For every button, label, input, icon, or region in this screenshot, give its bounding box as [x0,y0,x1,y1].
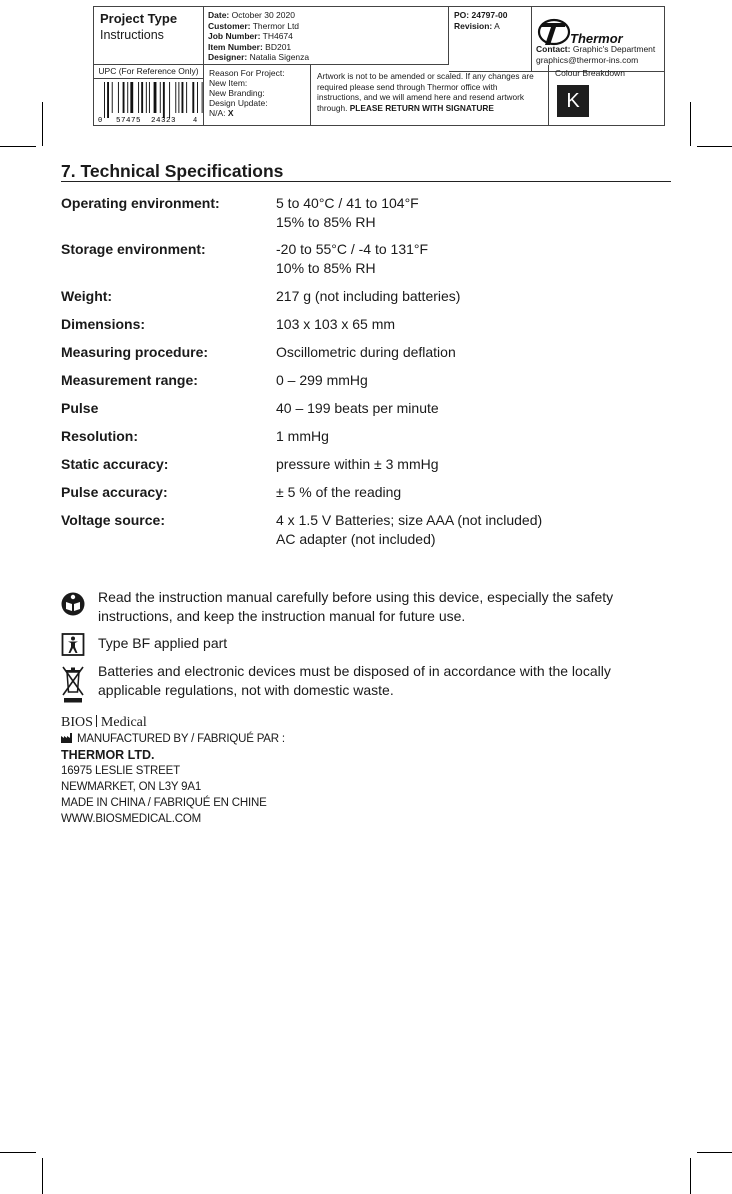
spec-value [276,287,460,306]
crop-mark [0,146,36,147]
barcode-bar [197,82,198,113]
spec-label: Measuring procedure: [61,344,209,360]
barcode-bar [138,82,139,113]
address-line: MADE IN CHINA / FABRIQUÉ EN CHINE [61,797,267,809]
project-type-label: Project Type [100,11,178,26]
address-line: WWW.BIOSMEDICAL.COM [61,813,201,825]
spec-label: Static accuracy: [61,456,169,472]
revision-value: A [494,20,500,31]
reason-na-label: N/A: [209,108,226,118]
colour-breakdown-cell [549,65,664,125]
barcode-bar [112,82,113,113]
crop-mark [690,102,691,146]
spec-label: Dimensions: [61,316,146,332]
barcode-bar [118,82,119,113]
spec-value [276,483,401,502]
spec-value [276,343,456,362]
section-title: 7. Technical Specifications [61,160,671,182]
note-text: Type BF applied part [98,635,228,651]
job-info-cell [204,7,449,65]
spec-line: 15% to 85% RH [276,214,376,230]
spec-line: 0 – 299 mmHg [276,372,368,388]
spec-value [276,240,428,278]
barcode-bar [149,82,150,113]
crop-mark [690,1158,691,1194]
spec-value [276,371,368,390]
note-text: Read the instruction manual carefully before using this device, especially the safety instructions, and keep the instruction manual for future use. [98,589,614,624]
thermor-logo [536,12,662,48]
designer-label: Designer: [208,52,248,62]
upc-digit-last: 4 [193,117,198,125]
spec-line: Oscillometric during deflation [276,344,456,360]
spec-label: Resolution: [61,428,138,444]
company-name: THERMOR LTD. [61,748,155,762]
project-type-cell [94,7,204,65]
spec-value [276,511,542,549]
barcode-bar [107,82,109,118]
spec-line: 10% to 85% RH [276,260,376,276]
weee-crossed-bin-icon [61,664,85,704]
barcode-bar [178,82,179,113]
reason-na-value: X [227,108,234,118]
job-number-label: Job Number: [208,31,261,41]
barcode-bar [175,82,176,113]
po-value: 24797-00 [471,10,508,20]
reason-new-branding: New Branding: [209,88,265,98]
crop-mark [42,102,43,146]
artwork-note: Artwork is not to be amended or scaled. If any changes are required please send through Thermor office with instructions, and we will amend here and resend artwork through. [317,71,534,113]
brand-name: Thermor [570,31,623,46]
date-label: Date: [208,10,230,20]
po-label: PO: [454,10,470,20]
manufactured-by-line [61,731,285,747]
reason-title: Reason For Project: [209,68,285,78]
spec-line: 1 mmHg [276,428,329,444]
item-number-value: BD201 [265,41,292,52]
spec-line: -20 to 55°C / -4 to 131°F [276,241,429,257]
upc-digits-left: 57475 [116,117,142,125]
artwork-emphasis: PLEASE RETURN WITH SIGNATURE [349,102,494,113]
barcode-bar [182,82,184,113]
barcode-bar [169,82,170,118]
contact-email: graphics@thermor-ins.com [536,55,639,65]
bios-medical-logo [61,714,285,731]
spec-line: ± 5 % of the reading [276,484,402,500]
upc-digits-right: 24323 [151,117,177,125]
item-number-label: Item Number: [208,41,263,52]
spec-line: 217 g (not including batteries) [276,288,461,304]
artwork-note-cell [311,65,549,125]
thermor-logo-cell [532,7,664,72]
barcode-bar [186,82,187,113]
project-type-value: Instructions [100,28,164,42]
spec-value [276,399,439,418]
barcode-bar [202,82,203,113]
manufactured-by: MANUFACTURED BY / FABRIQUÉ PAR : [77,733,285,745]
spec-line: 4 x 1.5 V Batteries; size AAA (not included) [276,512,543,528]
crop-mark [42,1158,43,1194]
note-text: Batteries and electronic devices must be disposed of in accordance with the locally applicable regulations, not with domestic waste. [98,663,611,698]
barcode-bar [163,82,165,118]
address-line: NEWMARKET, ON L3Y 9A1 [61,781,202,793]
spec-label: Voltage source: [61,512,165,528]
type-bf-applied-part-icon [61,630,85,660]
upc-digit-first: 0 [98,117,103,125]
spec-line: 40 – 199 beats per minute [276,400,439,416]
spec-value [276,455,439,474]
crop-mark [697,1152,732,1153]
barcode-bar [141,82,143,113]
upc-cell [94,65,204,125]
spec-label: Pulse accuracy: [61,484,168,500]
reason-for-project-cell [204,65,311,125]
colour-swatch-black: K [557,85,589,117]
barcode-bar [130,82,133,113]
upc-barcode [94,79,204,125]
spec-value [276,315,395,334]
spec-line: pressure within ± 3 mmHg [276,456,439,472]
contact-label: Contact: [536,44,571,54]
customer-value: Thermor Ltd [252,20,300,31]
po-cell [449,7,532,72]
spec-line: 5 to 40°C / 41 to 104°F [276,195,419,211]
spec-label: Pulse [61,400,99,416]
spec-label: Weight: [61,288,113,304]
barcode-bar [104,82,105,118]
reason-design-update: Design Update: [209,98,268,108]
colour-label: Colour Breakdown [555,68,625,78]
designer-value: Natalia Sigenza [249,52,310,62]
barcode-bar [127,82,128,113]
spec-value [276,194,419,232]
spec-label: Measurement range: [61,372,198,388]
job-number-value: TH4674 [262,31,293,41]
contact-value: Graphic's Department [572,44,656,54]
barcode-bar [123,82,125,113]
brand-left: BIOS [61,715,93,730]
crop-mark [697,146,732,147]
address-line: 16975 LESLIE STREET [61,765,180,777]
customer-label: Customer: [208,20,251,31]
manufacturer-factory-icon [61,733,74,743]
barcode-bar [146,82,147,113]
spec-label: Storage environment: [61,241,206,257]
read-manual-icon [61,590,85,620]
spec-line: 103 x 103 x 65 mm [276,316,396,332]
barcode-bar [192,82,194,113]
spec-value [276,427,329,446]
spec-label: Operating environment: [61,195,220,211]
spec-line: AC adapter (not included) [276,531,436,547]
barcode-bar [160,82,161,113]
barcode-bar [154,82,157,113]
artwork-title-block [93,6,665,126]
date-value: October 30 2020 [231,10,295,20]
upc-label: UPC (For Reference Only) [94,65,203,79]
manufacturer-block [61,714,285,827]
brand-right: Medical [100,715,147,730]
crop-mark [0,1152,36,1153]
reason-new-item: New Item: [209,78,248,88]
revision-label: Revision: [454,20,493,31]
